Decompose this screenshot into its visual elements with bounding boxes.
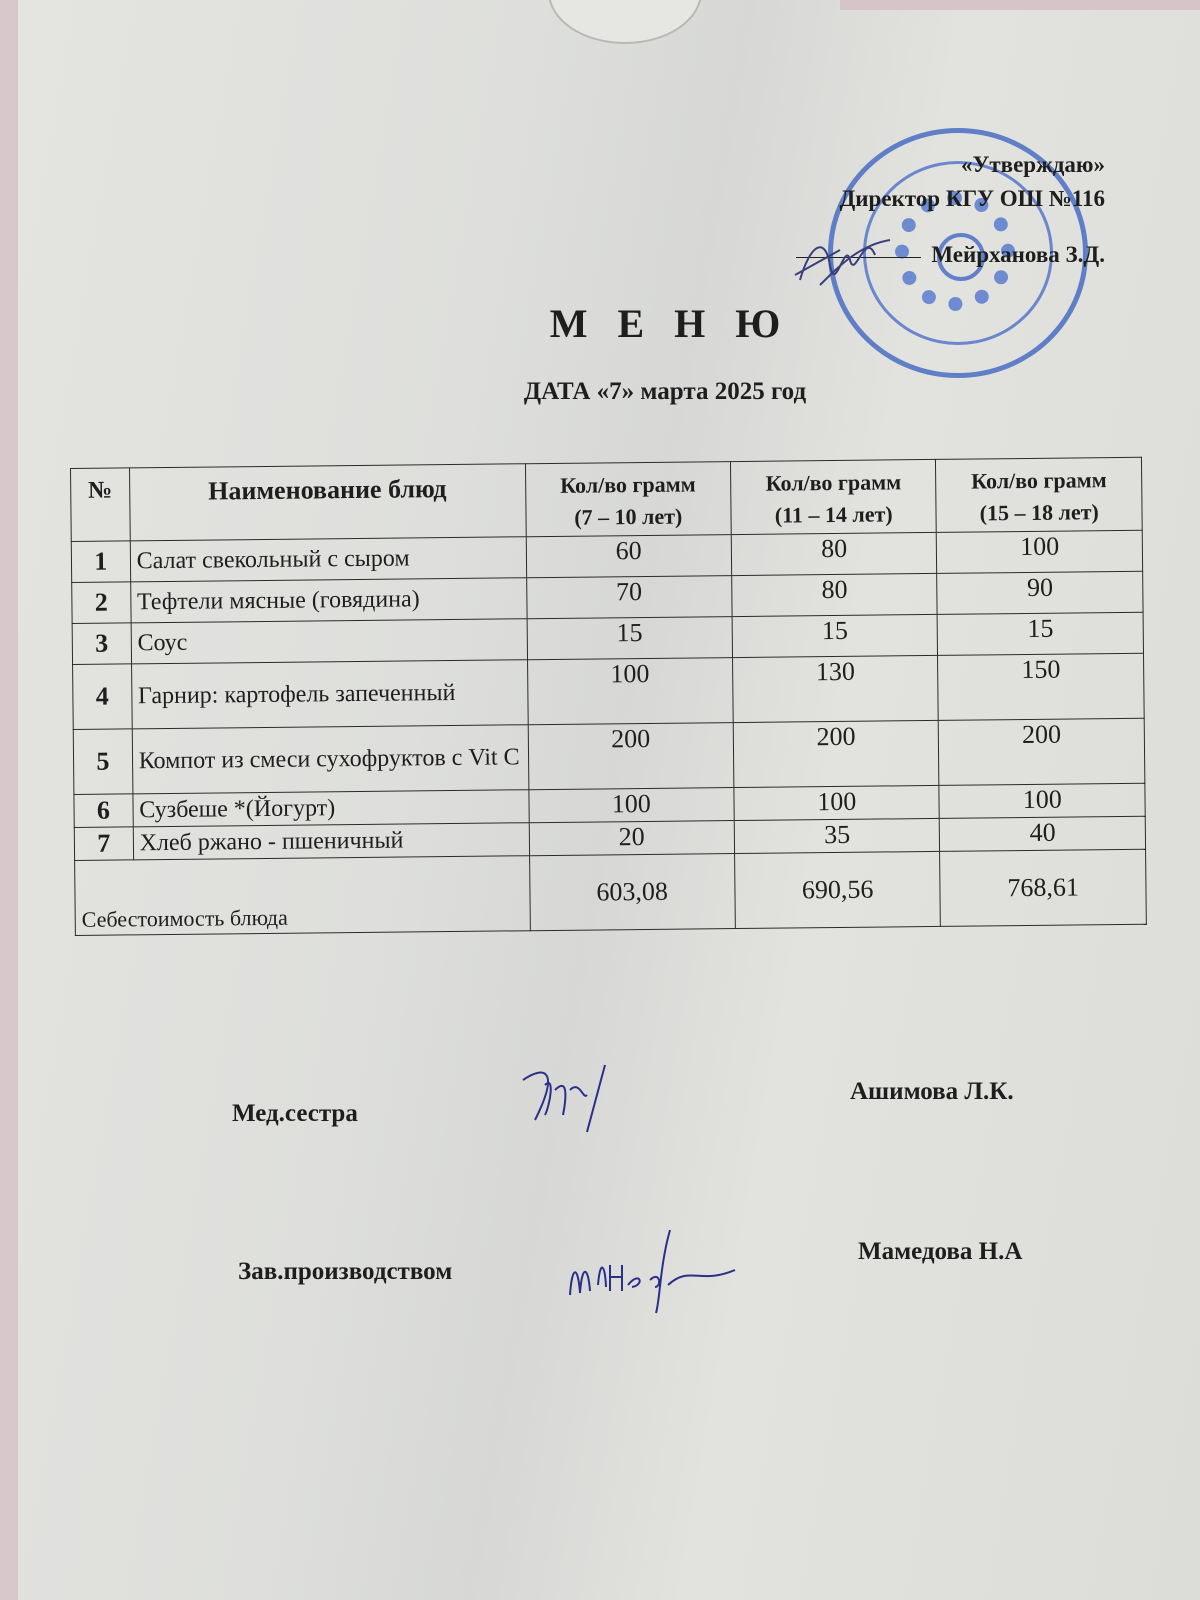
header-grams-11-14: Кол/во грамм (11 – 14 лет): [730, 459, 936, 534]
grams-11-14: 100: [734, 785, 940, 820]
clipboard-top-edge: [840, 0, 1200, 10]
director-signature-icon: [790, 225, 900, 295]
menu-date: ДАТА «7» марта 2025 год: [523, 378, 807, 405]
nurse-name: Ашимова Л.К.: [850, 1078, 1014, 1105]
nurse-signature-icon: [515, 1060, 635, 1135]
approval-position: Директор КГУ ОШ №116: [839, 186, 1105, 211]
header-grams-7-10: Кол/во грамм (7 – 10 лет): [525, 462, 731, 537]
production-manager-signature-icon: [560, 1225, 750, 1315]
grams-7-10: 60: [526, 535, 732, 578]
grams-11-14: 80: [732, 573, 938, 616]
row-num: 2: [72, 582, 131, 624]
grams-11-14: 200: [733, 720, 939, 787]
grams-11-14: 35: [734, 818, 940, 853]
row-num: 5: [73, 729, 132, 795]
table-row: [73, 653, 1145, 729]
approval-heading: «Утверждаю»: [961, 152, 1105, 177]
grams-15-18: 100: [939, 783, 1145, 818]
header-dish-name: Наименование блюд: [129, 464, 526, 541]
row-num: 6: [74, 794, 133, 828]
total-cost-15-18: 768,61: [940, 849, 1146, 926]
grams-7-10: 100: [527, 658, 733, 725]
production-manager-name: Мамедова Н.А: [858, 1238, 1023, 1265]
dish-name: Тефтели мясные (говядина): [130, 578, 526, 623]
dish-name: Сузбеше *(Йогурт): [133, 790, 529, 827]
dish-name: Гарнир: картофель запеченный: [131, 660, 527, 729]
total-cost-label: Себестоимость блюда: [75, 856, 530, 936]
nurse-role-label: Мед.сестра: [232, 1100, 358, 1127]
row-num: 3: [72, 623, 131, 665]
grams-15-18: 100: [937, 530, 1143, 573]
total-cost-row: [75, 849, 1147, 935]
dish-name: Хлеб ржано - пшеничный: [133, 823, 529, 860]
grams-11-14: 15: [732, 614, 938, 657]
grams-11-14: 80: [731, 532, 937, 575]
director-name: Мейрханова З.Д.: [931, 242, 1105, 267]
menu-table: [70, 457, 1147, 936]
grams-7-10: 70: [526, 576, 732, 619]
table-header-row: [71, 457, 1143, 541]
grams-15-18: 150: [938, 653, 1144, 720]
dish-name: Салат свекольный с сыром: [130, 537, 526, 582]
grams-15-18: 40: [940, 816, 1146, 851]
header-num: №: [71, 468, 130, 542]
production-manager-role-label: Зав.производством: [238, 1258, 453, 1285]
row-num: 4: [73, 664, 132, 730]
grams-15-18: 15: [938, 612, 1144, 655]
grams-11-14: 130: [733, 655, 939, 722]
grams-7-10: 20: [529, 821, 735, 856]
page-title: М Е Н Ю: [549, 301, 791, 346]
grams-15-18: 200: [939, 718, 1145, 785]
grams-15-18: 90: [937, 571, 1143, 614]
total-cost-7-10: 603,08: [529, 854, 735, 931]
clipboard-edge: [0, 0, 18, 1600]
grams-7-10: 100: [528, 788, 734, 823]
dish-name: Соус: [131, 619, 527, 664]
grams-7-10: 15: [527, 617, 733, 660]
total-cost-11-14: 690,56: [735, 851, 941, 928]
table-row: [73, 718, 1145, 794]
row-num: 1: [71, 541, 130, 583]
dish-name: Компот из смеси сухофруктов с Vit C: [132, 725, 528, 794]
header-grams-15-18: Кол/во грамм (15 – 18 лет): [936, 457, 1142, 532]
grams-7-10: 200: [528, 723, 734, 790]
row-num: 7: [74, 827, 133, 861]
